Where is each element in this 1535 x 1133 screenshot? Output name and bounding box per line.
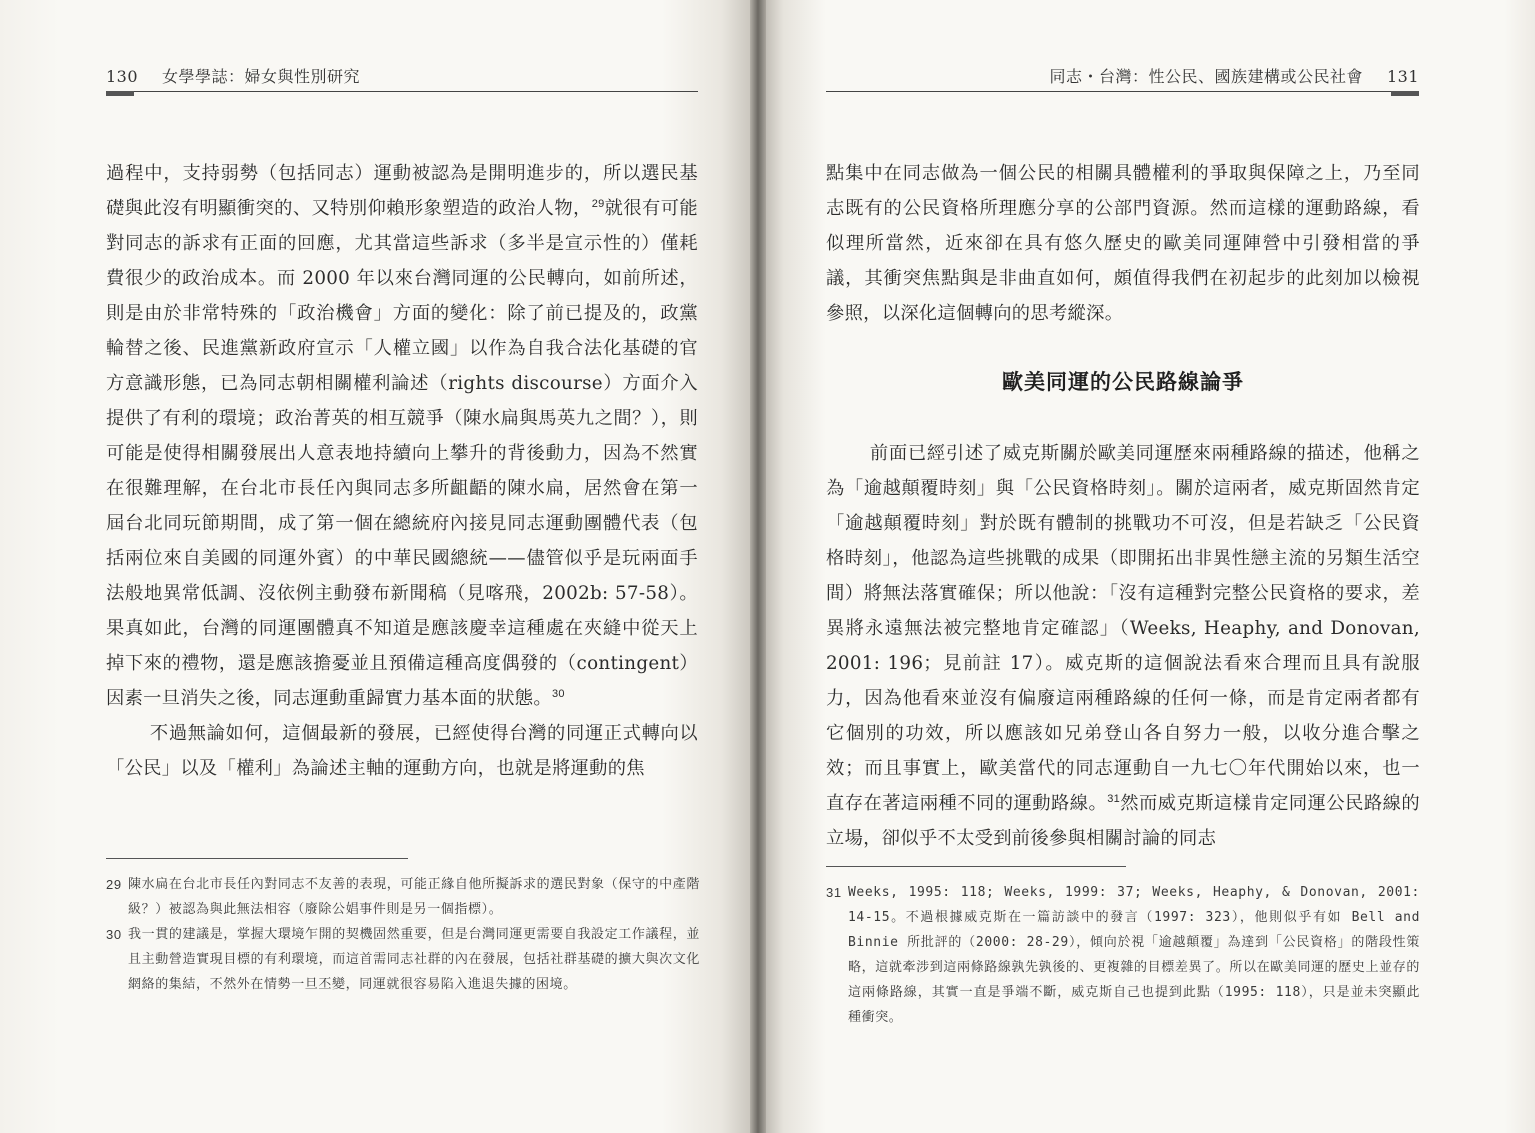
right-paragraph-2: 前面已經引述了威克斯關於歐美同運歷來兩種路線的描述，他稱之為「逾越顛覆時刻」與「公民資格時刻」。關於這兩者，威克斯固然肯定「逾越顛覆時刻」對於既有體制的挑戰功不可沒，但是若缺乏「公民資格時刻」，他認為這些挑戰的成果（即開拓出非異性戀主流的另類生活空間）將無法落實確保；所以他說：「沒有這種對完整公民資格的要求，差異將永遠無法被完整地肯定確認」（Weeks, Heaphy, and Donovan, 2001: 196；見前註 17）。威克斯的這個說法看來合理而且具有說服力，因為他看來並沒有偏廢這兩種路線的任何一條，而是肯定兩者都有它個別的功效，所以應該如兄弟登山各自努力一般，以收分進合擊之效；而且事實上，歐美當代的同志運動自一九七〇年代開始以來，也一直存在著這兩種不同的運動路線。$^{31}$然而威克斯這樣肯定同運公民路線的立場，卻似乎不太受到前後參與相關討論的同志 bbox=[826, 443, 1420, 849]
left-footnotes bbox=[106, 872, 700, 997]
book-gutter bbox=[750, 0, 766, 1133]
right-body-text-bottom bbox=[826, 436, 1420, 856]
right-body-text-top bbox=[826, 156, 1420, 331]
footnote-ref-30[interactable]: 30 bbox=[551, 687, 565, 700]
right-page-number: 131 bbox=[1386, 67, 1419, 86]
right-running-head bbox=[1049, 64, 1419, 87]
left-paragraph-1: 過程中，支持弱勢（包括同志）運動被認為是開明進步的，所以選民基礎與此沒有明顯衝突的、又特別仰賴形象塑造的政治人物，$^{29}$就很有可能對同志的訴求有正面的回應，尤其當這些訴求（多半是宣示性的）僅耗費很少的政治成本。而 2000 年以來台灣同運的公民轉向，如前所述，則是由於非常特殊的「政治機會」方面的變化：除了前已提及的，政黨輪替之後、民進黨新政府宣示「人權立國」以作為自我合法化基礎的官方意識形態，已為同志朝相關權利論述（rights discourse）方面介入提供了有利的環境；政治菁英的相互競爭（陳水扁與馬英九之間？），則可能是使得相關發展出人意表地持續向上攀升的背後動力，因為不然實在很難理解，在台北市長任內與同志多所齟齬的陳水扁，居然會在第一屆台北同玩節期間，成了第一個在總統府內接見同志運動團體代表（包括兩位來自美國的同運外賓）的中華民國總統——儘管似乎是玩兩面手法般地異常低調、沒依例主動發布新聞稿（見喀飛，2002b: 57-58）。果真如此，台灣的同運團體真不知道是應該慶幸這種處在夾縫中從天上掉下來的禮物，還是應該擔憂並且預備這種高度偶發的（contingent）因素一旦消失之後，同志運動重歸實力基本面的狀態。$^{30}$ bbox=[106, 163, 698, 709]
left-body-text bbox=[106, 156, 698, 786]
footnote-text: 陳水扁在台北市長任內對同志不友善的表現，可能正緣自他所擬訴求的選民對象（保守的中產階級？）被認為與此無法相容（廢除公娼事件則是另一個指標）。 bbox=[128, 877, 700, 917]
footnote-ref-29[interactable]: 29 bbox=[591, 197, 605, 210]
footnote-number: 29 bbox=[106, 877, 122, 892]
right-paragraph-1: 點集中在同志做為一個公民的相關具體權利的爭取與保障之上，乃至同志既有的公民資格所理應分享的公部門資源。然而這樣的運動路線，看似理所當然，近來卻在具有悠久歷史的歐美同運陣營中引發相當的爭議，其衝突焦點與是非曲直如何，頗值得我們在初起步的此刻加以檢視參照，以深化這個轉向的思考縱深。 bbox=[826, 163, 1420, 324]
footnote-29 bbox=[106, 872, 700, 922]
left-paragraph-2: 不過無論如何，這個最新的發展，已經使得台灣的同運正式轉向以「公民」以及「權利」為論述主軸的運動方向，也就是將運動的焦 bbox=[106, 723, 698, 779]
footnote-text: Weeks, 1995: 118; Weeks, 1999: 37; Weeks, Heaphy, & Donovan, 2001: 14-15。不過根據威克斯在一篇訪談中的發言（1997: 323），他則似乎有如 Bell and Binnie 所批評的（2000: 28-29），傾向於視「逾越顛覆」為達到「公民資格」的階段性策略，這就牽涉到這兩條路線孰先孰後的、更複雜的目標差異了。所以在歐美同運的歷史上並存的這兩條路線，其實一直是爭端不斷，威克斯自己也提到此點（1995: 118），只是並未突顯此種衝突。 bbox=[848, 885, 1420, 1025]
footnote-number: 31 bbox=[826, 885, 842, 900]
footnote-ref-31[interactable]: 31 bbox=[1107, 792, 1121, 805]
left-journal-title: 女學學誌：婦女與性別研究 bbox=[162, 67, 361, 86]
left-page-number: 130 bbox=[106, 67, 139, 86]
footnote-number: 30 bbox=[106, 927, 122, 942]
left-footnote-rule bbox=[106, 858, 408, 859]
right-header-rule bbox=[826, 91, 1419, 92]
left-running-head bbox=[106, 64, 360, 87]
right-footnotes bbox=[826, 880, 1420, 1030]
right-journal-title: 同志・台灣：性公民、國族建構或公民社會 bbox=[1049, 67, 1363, 86]
right-footnote-rule bbox=[826, 866, 1126, 867]
footnote-text: 我一貫的建議是，掌握大環境乍開的契機固然重要，但是台灣同運更需要自我設定工作議程，並且主動營造實現目標的有利環境，而這首需同志社群的內在發展，包括社群基礎的擴大與次文化網絡的集結，不然外在情勢一旦丕變，同運就很容易陷入進退失據的困境。 bbox=[128, 927, 700, 992]
footnote-31 bbox=[826, 880, 1420, 1030]
left-header-rule bbox=[106, 91, 698, 92]
footnote-30 bbox=[106, 922, 700, 997]
section-title: 歐美同運的公民路線論爭 bbox=[1002, 370, 1244, 394]
